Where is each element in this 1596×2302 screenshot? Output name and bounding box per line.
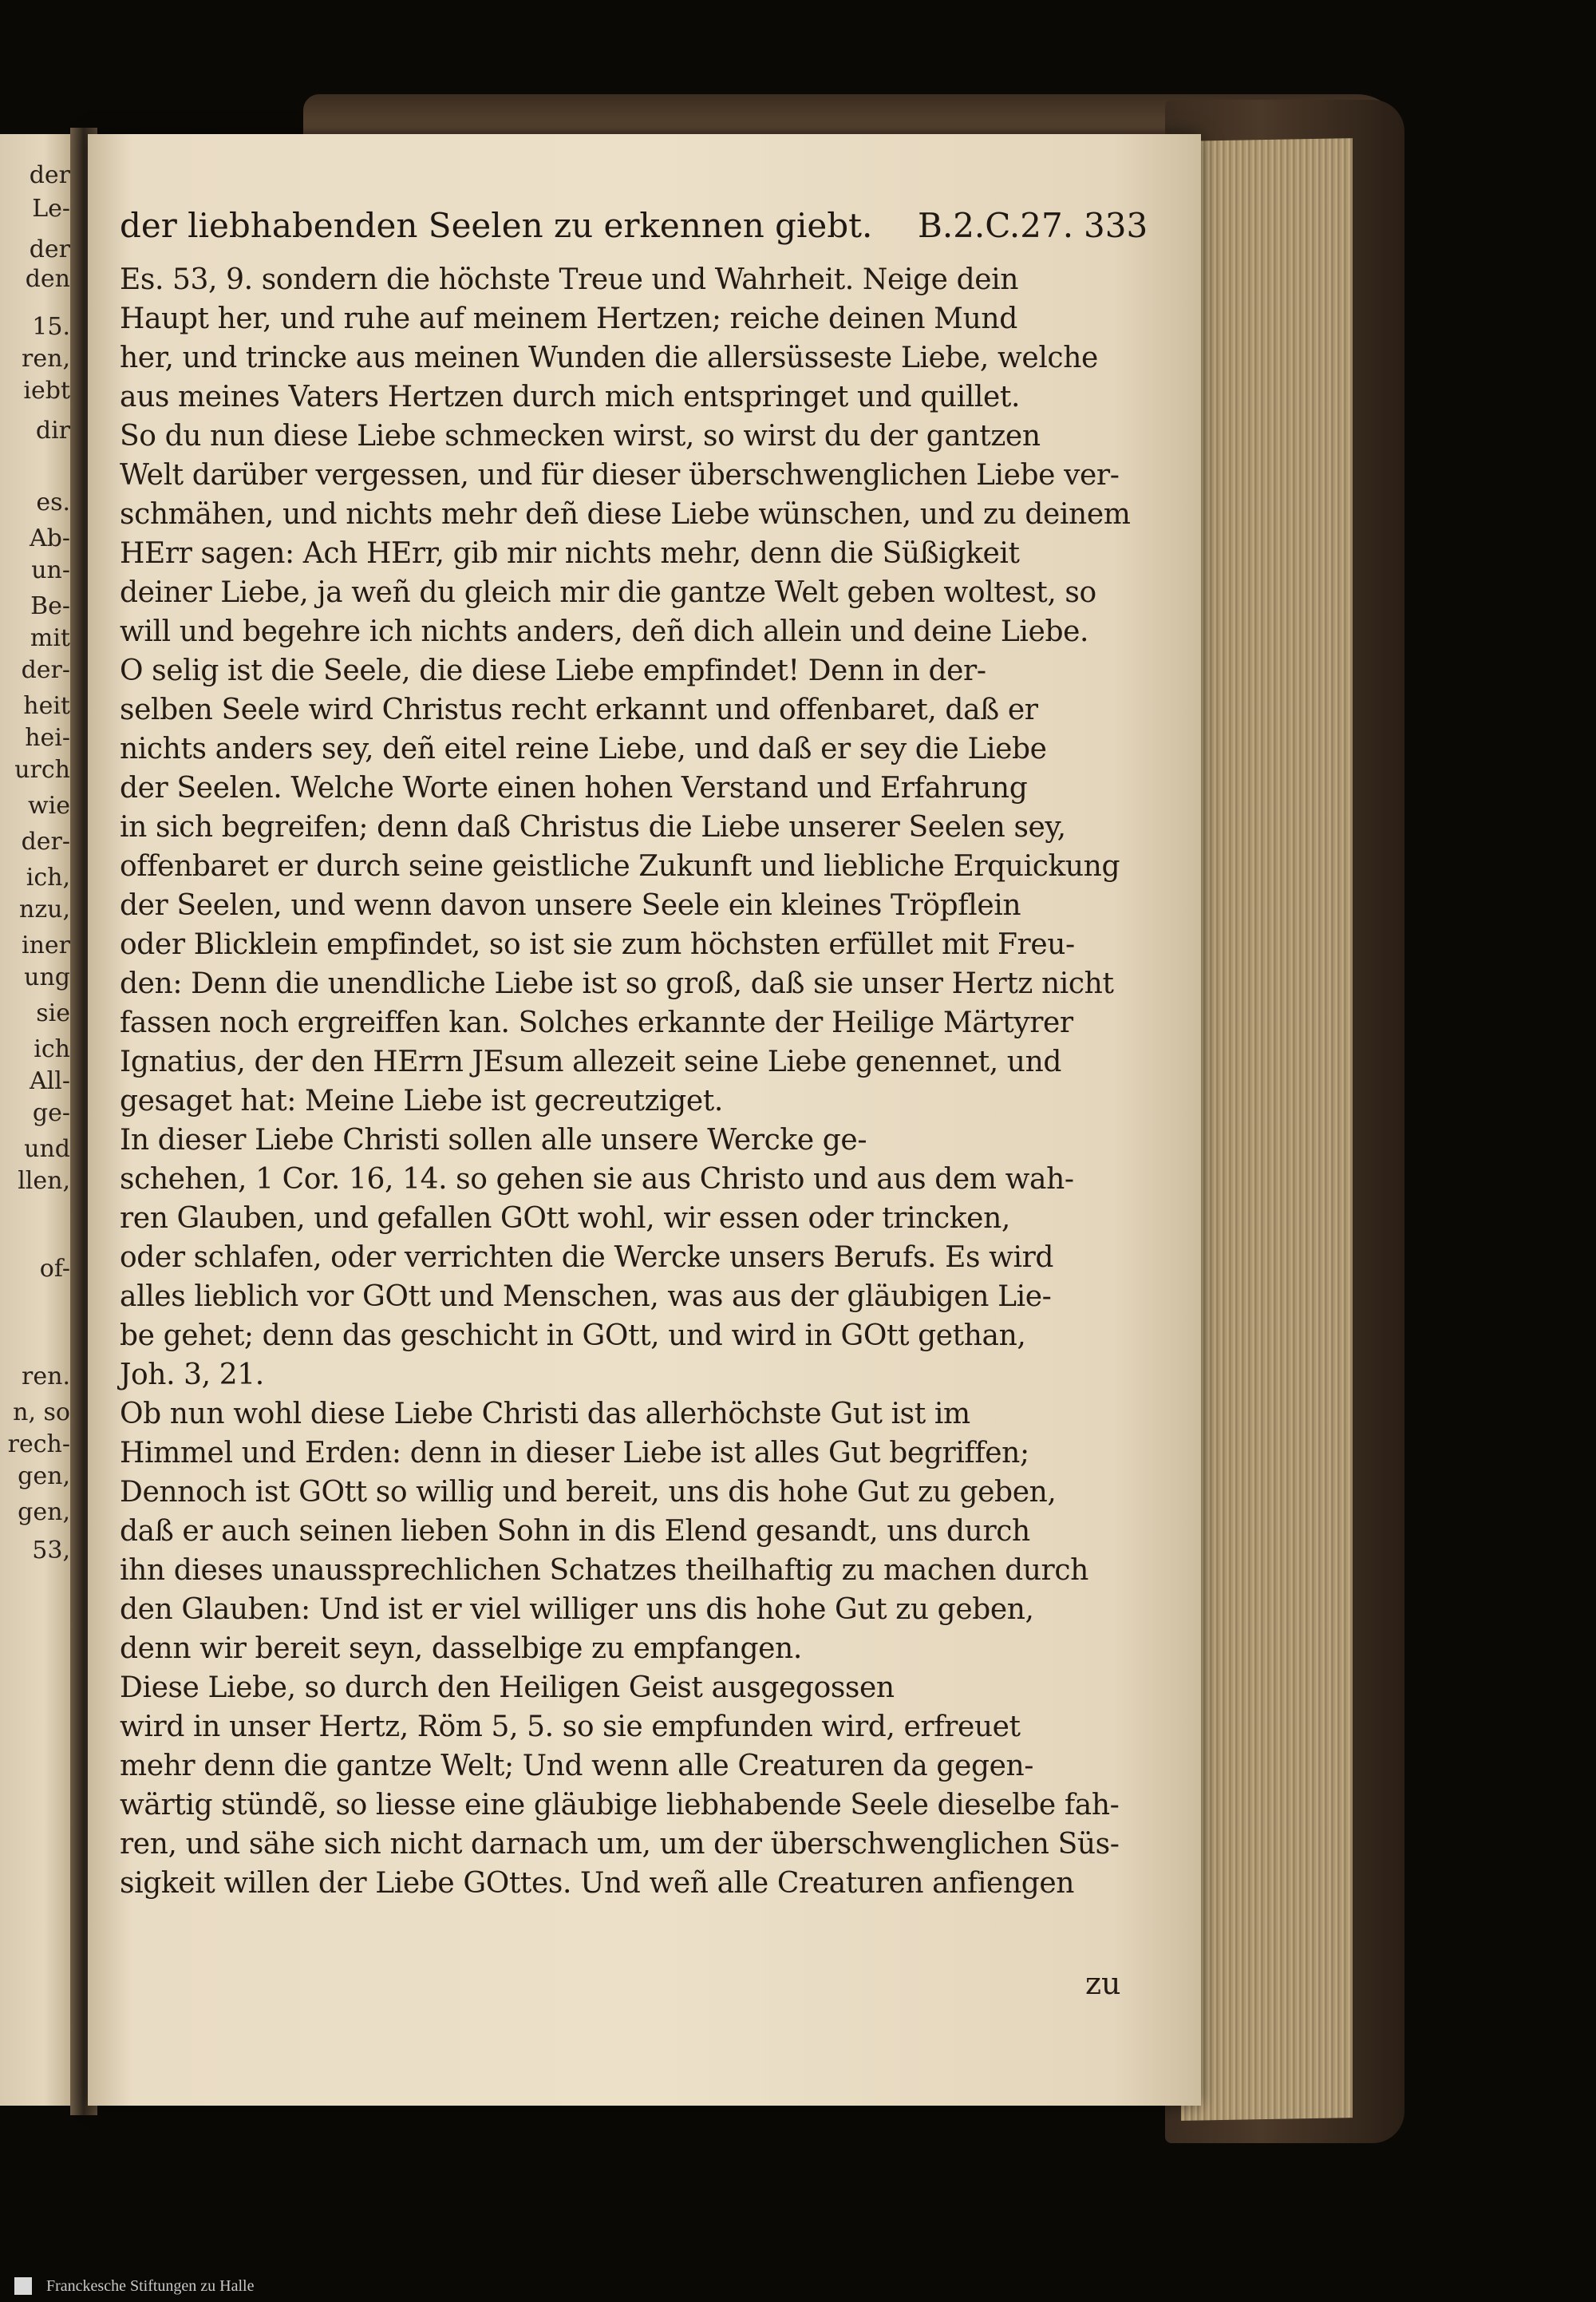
text-line: schmähen, und nichts mehr deñ diese Liebe wünschen, und zu deinem (120, 498, 1131, 531)
text-line: deiner Liebe, ja weñ du gleich mir die gantze Welt geben woltest, so (120, 576, 1096, 609)
left-page-fragment: hei- (25, 724, 70, 752)
text-line: Welt darüber vergessen, und für dieser überschwenglichen Liebe ver- (120, 459, 1120, 492)
left-page-fragment: 15. (32, 313, 70, 341)
header-title: der liebhabenden Seelen zu erkennen giebt. (120, 206, 873, 245)
left-page-fragment: Ab- (29, 524, 70, 552)
text-line: denn wir bereit seyn, dasselbige zu empfangen. (120, 1632, 802, 1665)
book-page (88, 134, 1201, 2106)
text-line: Ignatius, der den HErrn JEsum allezeit seine Liebe genennet, und (120, 1046, 1062, 1078)
text-line: sigkeit willen der Liebe GOttes. Und weñ alle Creaturen anfiengen (120, 1867, 1075, 1900)
text-line: gesaget hat: Meine Liebe ist gecreutziget. (120, 1085, 723, 1117)
left-page-fragment: den (25, 265, 70, 293)
left-page-fragment: llen, (18, 1167, 70, 1195)
left-page-fragment: ich (34, 1035, 70, 1063)
text-line: Diese Liebe, so durch den Heiligen Geist ausgegossen (120, 1671, 895, 1704)
left-page-fragment: es. (36, 488, 70, 516)
footer-bar (0, 2271, 1596, 2302)
text-line: alles lieblich vor GOtt und Menschen, was aus der gläubigen Lie- (120, 1280, 1052, 1313)
left-page-fragment: ge- (32, 1099, 70, 1127)
left-page-fragment: der- (21, 828, 70, 856)
page-number: 333 (1084, 206, 1148, 245)
text-line: aus meines Vaters Hertzen durch mich entspringet und quillet. (120, 381, 1021, 413)
text-line: Himmel und Erden: denn in dieser Liebe ist alles Gut begriffen; (120, 1437, 1029, 1469)
left-page-fragment: n, so (13, 1398, 70, 1426)
text-line: der Seelen. Welche Worte einen hohen Verstand und Erfahrung (120, 772, 1028, 805)
left-page-fragment: un- (31, 556, 70, 584)
text-line: So du nun diese Liebe schmecken wirst, so wirst du der gantzen (120, 420, 1041, 453)
left-page-fragment: mit (30, 624, 70, 652)
left-page-fragment: ich, (26, 864, 70, 892)
left-page-fragment: gen, (18, 1462, 70, 1490)
text-line: ren Glauben, und gefallen GOtt wohl, wir essen oder trincken, (120, 1202, 1010, 1235)
text-line: oder schlafen, oder verrichten die Wercke unsers Berufs. Es wird (120, 1241, 1054, 1274)
text-line: selben Seele wird Christus recht erkannt und offenbaret, daß er (120, 694, 1038, 726)
text-line: Dennoch ist GOtt so willig und bereit, uns dis hohe Gut zu geben, (120, 1476, 1057, 1509)
page-edges (1181, 138, 1353, 2121)
text-line: der Seelen, und wenn davon unsere Seele ein kleines Tröpflein (120, 889, 1021, 922)
left-page-fragment: rech- (7, 1430, 70, 1458)
text-line: wird in unser Hertz, Röm 5, 5. so sie empfunden wird, erfreuet (120, 1711, 1021, 1743)
text-line: den: Denn die unendliche Liebe ist so groß, daß sie unser Hertz nicht (120, 967, 1114, 1000)
footer-credit: Franckesche Stiftungen zu Halle (46, 2277, 255, 2295)
text-line: schehen, 1 Cor. 16, 14. so gehen sie aus Christo und aus dem wah- (120, 1163, 1074, 1196)
left-page-fragment: ren, (22, 345, 70, 373)
left-page-fragment: gen, (18, 1498, 70, 1526)
left-page-fragment: 53, (32, 1537, 70, 1564)
institution-logo-icon (14, 2277, 32, 2295)
left-page-fragment: heit (23, 692, 70, 720)
text-line: mehr denn die gantze Welt; Und wenn alle Creaturen da gegen- (120, 1750, 1034, 1782)
left-page-fragment: iebt (23, 377, 70, 405)
left-page-fragment: sie (36, 999, 70, 1027)
text-line: den Glauben: Und ist er viel williger uns dis hohe Gut zu geben, (120, 1593, 1034, 1626)
left-page-fragment: und (24, 1135, 70, 1163)
text-line: Ob nun wohl diese Liebe Christi das allerhöchste Gut ist im (120, 1398, 970, 1430)
left-page-fragment: of- (39, 1255, 70, 1283)
text-line: Haupt her, und ruhe auf meinem Hertzen; reiche deinen Mund (120, 303, 1017, 335)
text-line: nichts anders sey, deñ eitel reine Liebe, und daß er sey die Liebe (120, 733, 1047, 765)
text-line: ren, und sähe sich nicht darnach um, um der überschwenglichen Süs- (120, 1828, 1120, 1861)
left-page-fragment: Le- (32, 195, 70, 223)
text-line: wärtig stündẽ, so liesse eine gläubige liebhabende Seele dieselbe fah- (120, 1789, 1120, 1821)
text-line: Es. 53, 9. sondern die höchste Treue und Wahrheit. Neige dein (120, 263, 1019, 296)
left-page-fragment: der- (21, 656, 70, 684)
text-line: In dieser Liebe Christi sollen alle unsere Wercke ge- (120, 1124, 867, 1157)
left-page-fragment: der (29, 161, 70, 189)
header-reference: B.2.C.27. (918, 206, 1074, 245)
text-line: will und begehre ich nichts anders, deñ dich allein und deine Liebe. (120, 615, 1089, 648)
left-page-fragment: der (29, 235, 70, 263)
text-line: ihn dieses unaussprechlichen Schatzes theilhaftig zu machen durch (120, 1554, 1088, 1587)
text-line: fassen noch ergreiffen kan. Solches erkannte der Heilige Märtyrer (120, 1007, 1073, 1039)
left-page-fragment: urch (14, 756, 70, 784)
text-line: her, und trincke aus meinen Wunden die allersüsseste Liebe, welche (120, 342, 1098, 374)
left-page-fragment: Be- (30, 592, 70, 620)
left-page-fragment: iner (21, 931, 70, 959)
body-text (120, 260, 1157, 1903)
text-line: HErr sagen: Ach HErr, gib mir nichts mehr, denn die Süßigkeit (120, 537, 1020, 570)
running-header (120, 206, 1157, 246)
text-line: be gehet; denn das geschicht in GOtt, und wird in GOtt gethan, (120, 1319, 1026, 1352)
left-page-fragment: ren. (22, 1363, 70, 1390)
text-line: daß er auch seinen lieben Sohn in dis Elend gesandt, uns durch (120, 1515, 1030, 1548)
left-page-fragment: nzu, (19, 896, 70, 924)
left-page-fragment: All- (30, 1067, 70, 1095)
left-facing-page (0, 134, 73, 2106)
text-line: in sich begreifen; denn daß Christus die Liebe unserer Seelen sey, (120, 811, 1066, 844)
text-line: Joh. 3, 21. (120, 1359, 264, 1391)
text-line: O selig ist die Seele, die diese Liebe empfindet! Denn in der- (120, 655, 986, 687)
text-line: offenbaret er durch seine geistliche Zukunft und liebliche Erquickung (120, 850, 1120, 883)
text-line: oder Blicklein empfindet, so ist sie zum höchsten erfüllet mit Freu- (120, 928, 1075, 961)
catchword: zu (1085, 1966, 1121, 2001)
left-page-fragment: ung (24, 963, 70, 991)
left-page-fragment: dir (35, 417, 70, 445)
left-page-fragment: wie (27, 792, 70, 820)
